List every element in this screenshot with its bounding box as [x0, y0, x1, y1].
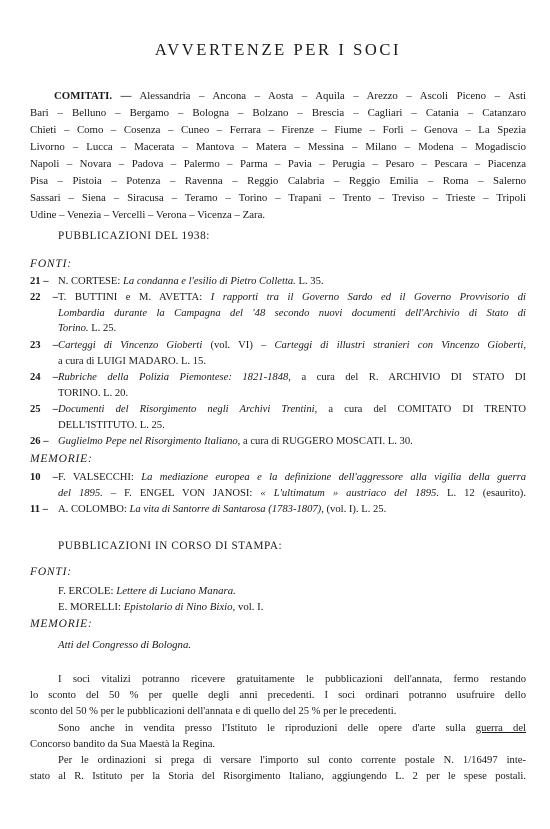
- comitati-line: Chieti – Como – Cosenza – Cuneo – Ferrara – Firenze – Fiume – Forlì – Genova – La Spezia: [30, 124, 526, 136]
- entry-price: L. 12 (esaurito).: [447, 487, 526, 499]
- entry-number: 22 –: [30, 292, 58, 303]
- list-item: [30, 470, 526, 501]
- entry-number: 10 –: [30, 472, 58, 483]
- list-item: [58, 583, 526, 599]
- list-item: [30, 370, 526, 401]
- note-line: lo sconto del 50 % per quelle degli anni precedenti. I soci ordinari potranno usufruire dello: [30, 690, 526, 702]
- comitati-lead: COMITATI. —: [54, 90, 132, 102]
- entry-number: 21 –: [30, 276, 49, 287]
- entry-title: La condanna e l'esilio di Pietro Colletta.: [123, 276, 296, 287]
- entry-number: 26 –: [30, 436, 49, 447]
- list-item: [30, 502, 526, 518]
- entry-editor: a cura di RUGGERO MOSCATI. L. 30.: [242, 436, 413, 447]
- entry-price: L. 35.: [298, 276, 324, 287]
- notes-block: [30, 672, 526, 785]
- fonti-label: FONTI:: [30, 258, 72, 270]
- list-item: [30, 338, 526, 369]
- fonti-label: FONTI:: [30, 566, 72, 578]
- memorie-label: MEMORIE:: [30, 618, 93, 630]
- comitati-line: Livorno – Lucca – Macerata – Mantova – Matera – Messina – Milano – Modena – Mogadiscio: [30, 141, 526, 153]
- comitati-line: Pisa – Pistoia – Potenza – Ravenna – Reggio Calabria – Reggio Emilia – Roma – Salerno: [30, 175, 526, 187]
- list-item: [30, 290, 526, 337]
- entry-author: T. BUTTINI e M. AVETTA:: [58, 292, 203, 303]
- note-line: stato al R. Istituto per la Storia del Risorgimento Italiano, aggiungendo L. 2 per le spese postali.: [30, 771, 526, 783]
- entry-volume: vol. I.: [237, 601, 264, 613]
- memorie-label: MEMORIE:: [30, 453, 93, 465]
- list-item: [30, 402, 526, 433]
- note-underlined-text: guerra del: [475, 722, 526, 734]
- entry-author: – F. ENGEL VON JANOSI:: [110, 487, 253, 499]
- entry-title: Atti del Congresso di Bologna.: [58, 639, 192, 651]
- entry-title: La mediazione europea e la definizione dell'aggressore alla vigilia della guerra: [141, 472, 526, 483]
- entry-number: 11 –: [30, 504, 48, 515]
- entry-author: A. COLOMBO:: [58, 504, 127, 515]
- entry-title: Guglielmo Pepe nel Risorgimento Italiano,: [58, 436, 241, 447]
- entry-title: I rapporti tra il Governo Sardo ed il Governo Provvisorio di: [210, 292, 526, 303]
- entry-number: 25 –: [30, 404, 58, 415]
- list-item: [58, 637, 526, 653]
- entry-title: del 1895.: [58, 487, 103, 499]
- entry-title: Epistolario di Nino Bixio,: [123, 601, 236, 613]
- entry-editor: a cura del R. ARCHIVIO DI STATO DI: [301, 372, 526, 383]
- list-item: [30, 274, 526, 290]
- entry-title: Torino.: [58, 323, 89, 334]
- entry-editor: a cura del COMITATO DI TRENTO: [328, 404, 526, 415]
- comitati-line-text: Alessandria – Ancona – Aosta – Aquila – Arezzo – Ascoli Piceno – Asti: [139, 90, 526, 102]
- entry-number: 23 –: [30, 340, 58, 351]
- entry-author: F. VALSECCHI:: [58, 472, 134, 483]
- entry-title: Rubriche della Polizia Piemontese: 1821-1848,: [58, 372, 291, 383]
- entry-editor: TORINO. L. 20.: [58, 387, 129, 399]
- comitati-line: Bari – Belluno – Bergamo – Bologna – Bolzano – Brescia – Cagliari – Catania – Catanzaro: [30, 107, 526, 119]
- note-line: [30, 721, 526, 737]
- note-line: Per le ordinazioni si prega di versare l'importo sul conto corrente postale N. 1/16497 inte-: [58, 755, 526, 767]
- note-line: sconto del 50 % per le pubblicazioni dell'annata e di quello del 25 % per le precedenti.: [30, 706, 397, 718]
- entry-author: E. MORELLI:: [58, 601, 121, 613]
- list-item: [58, 599, 526, 615]
- comitati-line: Sassari – Siena – Siracusa – Teramo – Torino – Trapani – Trento – Treviso – Trieste – Tripoli: [30, 192, 526, 204]
- section-heading-1938: PUBBLICAZIONI DEL 1938:: [58, 230, 210, 242]
- entry-editor: DELL'ISTITUTO. L. 25.: [58, 419, 165, 431]
- entry-price: L. 25.: [91, 323, 117, 334]
- entry-title: Documenti del Risorgimento negli Archivi Trentini,: [58, 404, 318, 415]
- note-line: I soci vitalizi potranno ricevere gratuitamente le pubblicazioni dell'annata, fermo restando: [58, 674, 526, 685]
- list-item: [30, 434, 526, 450]
- note-line: Concorso bandito da Sua Maestà la Regina.: [30, 738, 216, 750]
- entry-title: Lettere di Luciano Manara.: [116, 585, 236, 597]
- entry-number: 24 –: [30, 372, 58, 383]
- entry-volume: (vol. VI) –: [210, 340, 267, 351]
- entry-title: La vita di Santorre di Santarosa (1783-1807),: [129, 504, 324, 515]
- comitati-list: [30, 88, 526, 224]
- section-heading-in-corso: PUBBLICAZIONI IN CORSO DI STAMPA:: [58, 540, 283, 552]
- entry-title: Carteggi di illustri stranieri con Vincenzo Gioberti,: [274, 340, 526, 351]
- entry-editor: a cura di LUIGI MADARO. L. 15.: [58, 355, 206, 367]
- comitati-line: [30, 88, 526, 105]
- comitati-line: Napoli – Novara – Padova – Palermo – Parma – Pavia – Perugia – Pesaro – Pescara – Piacenza: [30, 158, 526, 170]
- page-title: AVVERTENZE PER I SOCI: [154, 40, 402, 59]
- entry-title: Carteggi di Vincenzo Gioberti: [58, 340, 203, 351]
- entry-title: « L'ultimatum » austriaco del 1895.: [260, 487, 439, 499]
- entry-author: F. ERCOLE:: [58, 585, 114, 597]
- entry-price: (vol. I). L. 25.: [326, 504, 387, 515]
- entry-title: Lombardia durante la Campagna del '48 secondo nuovi documenti dell'Archivio di Stato di: [58, 307, 526, 319]
- comitati-line: Udine – Venezia – Vercelli – Verona – Vicenza – Zara.: [30, 209, 266, 221]
- note-text: Sono anche in vendita presso l'Istituto le riproduzioni delle opere d'arte sulla: [58, 722, 466, 734]
- entry-author: N. CORTESE:: [58, 276, 121, 287]
